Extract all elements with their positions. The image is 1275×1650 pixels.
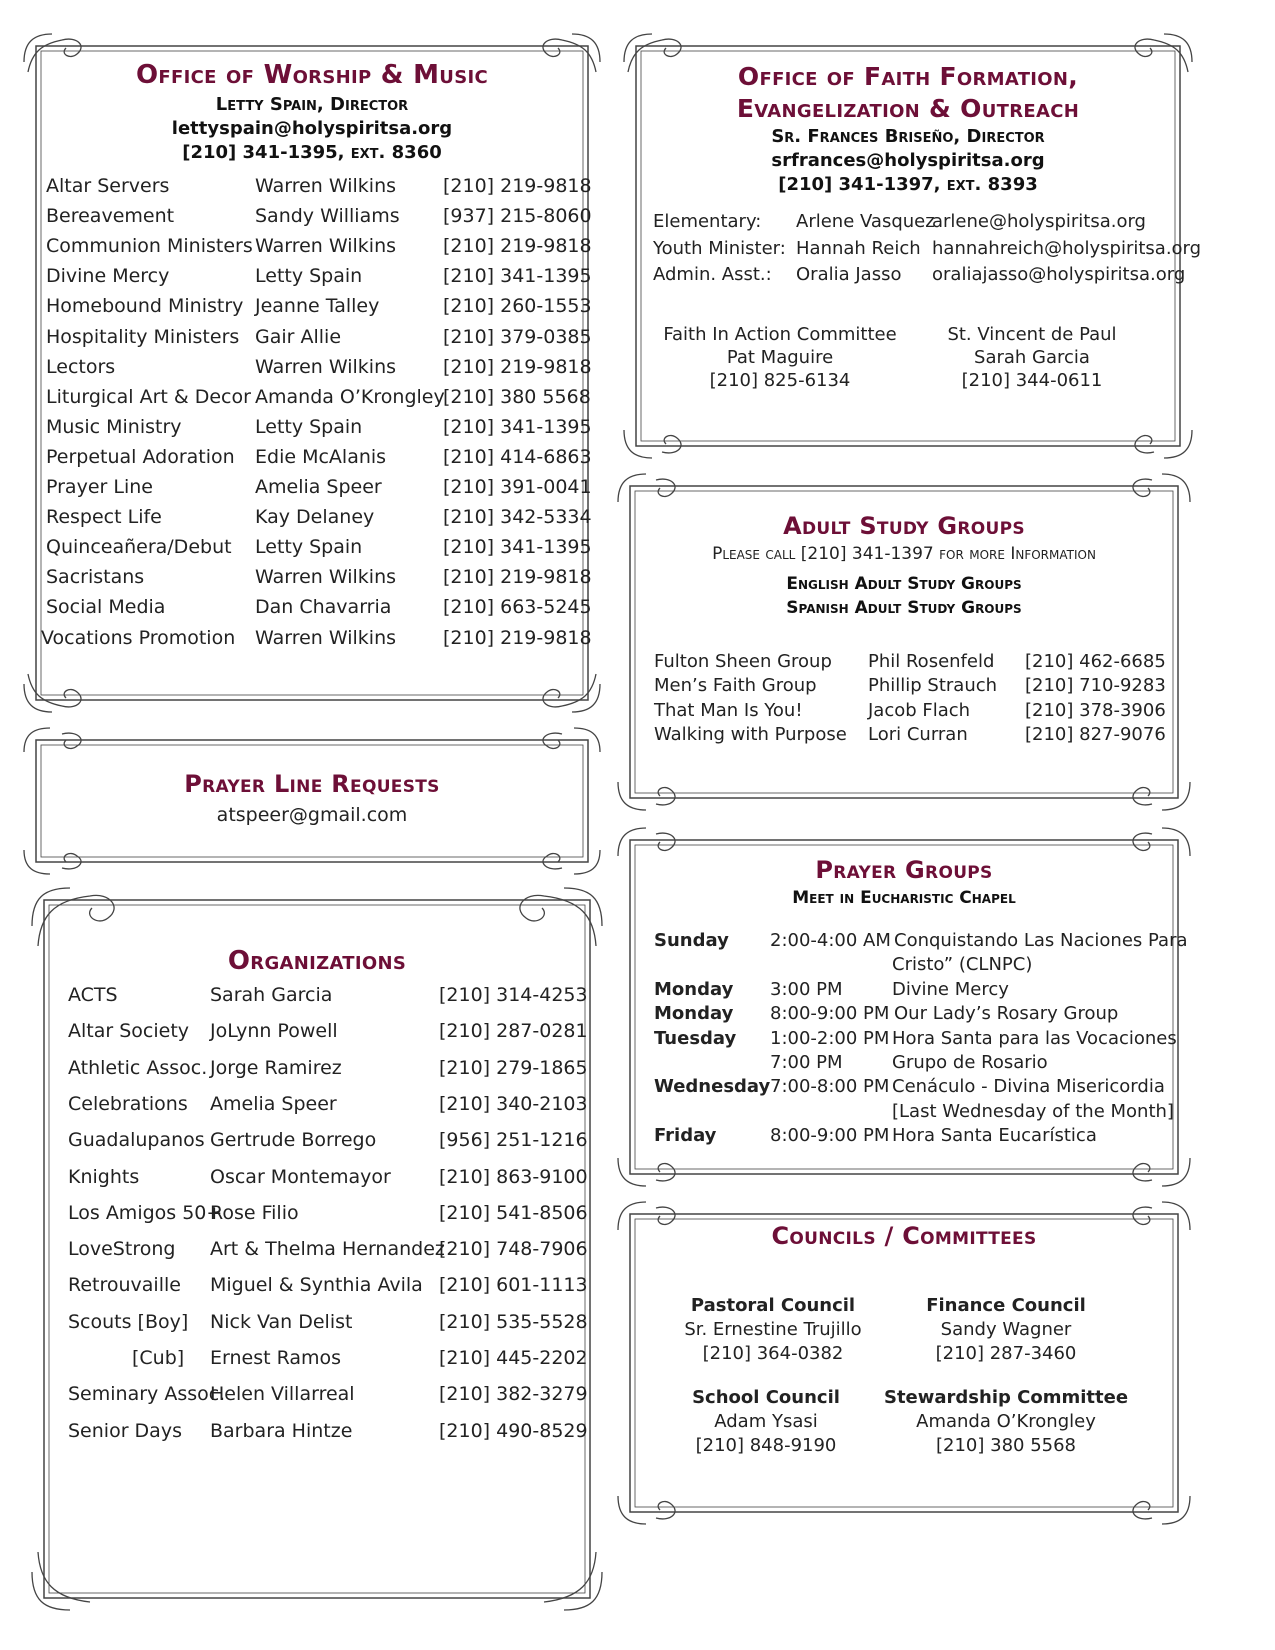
contact-phone: [210] 541-8506 xyxy=(439,1201,588,1224)
contact-name: Jorge Ramirez xyxy=(210,1056,342,1079)
contact-group: Faith In Action Committee xyxy=(663,324,897,345)
contact-phone: [210] 379-0385 xyxy=(443,325,592,348)
contact-phone: [210] 341-1395 xyxy=(443,265,592,288)
contact-name: Lori Curran xyxy=(868,723,968,745)
contact-name: Warren Wilkins xyxy=(255,175,397,197)
ministry-name: Lectors xyxy=(46,355,116,378)
contact-name: Warren Wilkins xyxy=(255,235,397,258)
faith-formation-panel xyxy=(622,32,1202,460)
contact-name: JoLynn Powell xyxy=(210,1020,338,1043)
adult-study-title: Adult Study Groups xyxy=(783,512,1025,540)
time: 8:00-9:00 PM xyxy=(770,1125,890,1147)
ministry-name: Sacristans xyxy=(46,566,145,589)
organization-name: LoveStrong xyxy=(68,1238,176,1261)
councils-panel xyxy=(616,1200,1192,1526)
faith-phone: [210] 341-1397, ext. 8393 xyxy=(778,174,1038,195)
day: Tuesday xyxy=(654,1027,737,1049)
contact-phone: [210] 279-1865 xyxy=(439,1056,588,1079)
contact-phone: [210] 380 5568 xyxy=(443,385,591,408)
staff-email[interactable]: oraliajasso@holyspiritsa.org xyxy=(932,264,1186,285)
day: Friday xyxy=(654,1125,717,1147)
contact-name: Warren Wilkins xyxy=(255,566,397,589)
faith-title-line1: Office of Faith Formation, xyxy=(737,62,1079,91)
prayer-line-panel xyxy=(22,726,602,876)
organization-name: ACTS xyxy=(68,984,118,1006)
group-name: Hora Santa para las Vocaciones xyxy=(892,1027,1177,1049)
council-contact-name: Amanda O’Krongley xyxy=(916,1411,1096,1432)
contact-phone: [210] 219-9818 xyxy=(443,566,592,589)
staff-name: Oralia Jasso xyxy=(796,264,902,285)
council-contact-phone: [210] 380 5568 xyxy=(935,1435,1077,1456)
ministry-name: Social Media xyxy=(46,596,166,619)
organizations-title: Organizations xyxy=(227,946,407,976)
staff-role: Admin. Asst.: xyxy=(653,264,772,285)
organization-name: Seminary Assoc. xyxy=(68,1383,226,1406)
ministry-name: Vocations Promotion xyxy=(41,626,236,649)
contact-name: Art & Thelma Hernandez xyxy=(210,1238,445,1261)
group-name: Cenáculo - Divina Misericordia xyxy=(892,1076,1165,1098)
contact-phone: [210] 344-0611 xyxy=(961,370,1103,391)
contact-name: Letty Spain xyxy=(255,415,363,438)
contact-phone: [210] 490-8529 xyxy=(439,1419,588,1442)
organization-name: Los Amigos 50+ xyxy=(68,1201,223,1224)
contact-phone: [937] 215-8060 xyxy=(443,205,592,228)
contact-name: Kay Delaney xyxy=(255,506,375,529)
contact-name: Amelia Speer xyxy=(210,1092,337,1115)
time: 1:00-2:00 PM xyxy=(770,1027,890,1049)
ministry-name: Prayer Line xyxy=(46,476,153,498)
staff-email[interactable]: hannahreich@holyspiritsa.org xyxy=(932,237,1202,259)
contact-name: Gair Allie xyxy=(255,325,342,348)
adult-study-panel xyxy=(616,472,1192,812)
contact-phone: [210] 219-9818 xyxy=(443,626,592,649)
contact-name: Dan Chavarria xyxy=(255,596,392,619)
staff-name: Hannah Reich xyxy=(796,237,921,259)
council-contact-name: Sr. Ernestine Trujillo xyxy=(684,1319,862,1340)
group-name: Men’s Faith Group xyxy=(654,675,817,697)
contact-name: Letty Spain xyxy=(255,265,363,288)
contact-phone: [210] 391-0041 xyxy=(443,476,592,498)
council-title: School Council xyxy=(692,1387,840,1408)
contact-name: Oscar Montemayor xyxy=(210,1165,391,1188)
organization-name: Altar Society xyxy=(68,1020,190,1043)
contact-name: Gertrude Borrego xyxy=(210,1129,377,1152)
contact-group: St. Vincent de Paul xyxy=(947,324,1117,345)
contact-phone: [210] 445-2202 xyxy=(439,1347,588,1369)
organization-name: Celebrations xyxy=(68,1092,188,1115)
ministry-name: Quinceañera/Debut xyxy=(46,536,232,559)
council-contact-phone: [210] 287-3460 xyxy=(935,1343,1077,1364)
contact-phone: [210] 462-6685 xyxy=(1025,651,1166,672)
ornamental-frame xyxy=(22,726,602,876)
ministry-name: Hospitality Ministers xyxy=(46,325,240,348)
contact-name: Jeanne Talley xyxy=(255,295,380,318)
council-title: Finance Council xyxy=(926,1295,1086,1316)
adult-study-info: Please call [210] 341-1397 for more Information xyxy=(712,544,1096,564)
worship-phone: [210] 341-1395, ext. 8360 xyxy=(182,142,442,163)
day: Monday xyxy=(654,978,734,1000)
organization-name: [Cub] xyxy=(132,1347,185,1369)
organization-name: Scouts [Boy] xyxy=(68,1310,189,1333)
contact-phone: [210] 219-9818 xyxy=(443,175,592,197)
contact-name: Amelia Speer xyxy=(255,476,382,498)
council-contact-name: Adam Ysasi xyxy=(714,1411,818,1432)
organization-name: Athletic Assoc. xyxy=(68,1056,208,1079)
prayer-groups-panel xyxy=(616,826,1192,1188)
ministry-name: Music Ministry xyxy=(46,415,182,438)
contact-phone: [210] 260-1553 xyxy=(443,295,592,318)
contact-phone: [210] 663-5245 xyxy=(443,596,592,619)
contact-phone: [210] 414-6863 xyxy=(443,445,592,468)
faith-email[interactable]: srfrances@holyspiritsa.org xyxy=(771,150,1045,171)
ministry-name: Liturgical Art & Decor xyxy=(46,385,251,408)
contact-name: Sandy Williams xyxy=(255,205,400,228)
contact-name: Pat Maguire xyxy=(726,347,834,368)
group-name: Conquistando Las Naciones Para xyxy=(894,930,1188,951)
contact-phone: [210] 535-5528 xyxy=(439,1310,588,1333)
contact-phone: [210] 314-4253 xyxy=(439,984,588,1006)
ministry-name: Altar Servers xyxy=(46,175,170,197)
contact-phone: [210] 378-3906 xyxy=(1025,699,1166,721)
day: Sunday xyxy=(654,930,729,951)
contact-name: Nick Van Delist xyxy=(210,1310,353,1333)
contact-phone: [210] 748-7906 xyxy=(439,1238,588,1261)
council-title: Stewardship Committee xyxy=(883,1387,1129,1408)
contact-name: Helen Villarreal xyxy=(210,1383,355,1406)
contact-name: Warren Wilkins xyxy=(255,355,397,378)
contact-name: Ernest Ramos xyxy=(210,1347,342,1369)
contact-phone: [210] 219-9818 xyxy=(443,235,592,258)
adult-study-english: English Adult Study Groups xyxy=(786,574,1022,594)
group-name: Walking with Purpose xyxy=(654,723,847,745)
contact-name: Phillip Strauch xyxy=(868,675,998,697)
day: Wednesday xyxy=(654,1076,771,1098)
contact-phone: [956] 251-1216 xyxy=(439,1129,588,1152)
organizations-panel xyxy=(30,886,604,1612)
contact-phone: [210] 219-9818 xyxy=(443,355,592,378)
prayer-groups-subtitle: Meet in Eucharistic Chapel xyxy=(792,888,1016,908)
contact-name: Rose Filio xyxy=(210,1201,299,1224)
worship-title: Office of Worship & Music xyxy=(136,60,488,90)
staff-role: Elementary: xyxy=(653,211,762,232)
time: 7:00-8:00 PM xyxy=(770,1076,890,1098)
contact-name: Edie McAlanis xyxy=(255,445,387,468)
ministry-name: Divine Mercy xyxy=(46,265,170,288)
council-contact-name: Sandy Wagner xyxy=(940,1319,1072,1340)
contact-phone: [210] 342-5334 xyxy=(443,506,592,529)
council-title: Pastoral Council xyxy=(690,1295,856,1316)
organization-name: Retrouvaille xyxy=(68,1274,181,1297)
contact-name: Letty Spain xyxy=(255,536,363,559)
ministry-name: Respect Life xyxy=(46,506,162,529)
contact-name: Jacob Flach xyxy=(868,699,971,721)
group-name: Grupo de Rosario xyxy=(892,1052,1048,1073)
ministry-name: Bereavement xyxy=(46,205,175,228)
contact-phone: [210] 341-1395 xyxy=(443,536,592,559)
group-name: Hora Santa Eucarística xyxy=(892,1125,1097,1147)
council-contact-phone: [210] 364-0382 xyxy=(702,1343,844,1364)
contact-name: Amanda O’Krongley xyxy=(255,385,445,408)
councils-title: Councils / Committees xyxy=(771,1222,1037,1250)
contact-phone: [210] 340-2103 xyxy=(439,1092,588,1115)
group-name: Our Lady’s Rosary Group xyxy=(894,1003,1119,1025)
worship-panel xyxy=(22,32,602,714)
faith-director: Sr. Frances Briseño, Director xyxy=(771,126,1045,147)
contact-phone: [210] 710-9283 xyxy=(1025,675,1166,697)
group-name: Fulton Sheen Group xyxy=(654,651,832,672)
contact-phone: [210] 341-1395 xyxy=(443,415,592,438)
ministry-name: Homebound Ministry xyxy=(46,295,244,318)
time: 3:00 PM xyxy=(770,978,843,1000)
staff-role: Youth Minister: xyxy=(653,237,786,259)
ministry-name: Communion Ministers xyxy=(46,235,253,258)
contact-phone: [210] 863-9100 xyxy=(439,1165,588,1188)
contact-phone: [210] 287-0281 xyxy=(439,1020,588,1043)
group-name: That Man Is You! xyxy=(654,699,803,721)
organization-name: Senior Days xyxy=(68,1419,182,1442)
time: 2:00-4:00 AM xyxy=(770,930,891,951)
contact-phone: [210] 601-1113 xyxy=(439,1274,588,1297)
organization-name: Guadalupanos xyxy=(68,1129,205,1152)
day: Monday xyxy=(654,1003,734,1025)
faith-title-line2: Evangelization & Outreach xyxy=(736,94,1080,123)
time: 8:00-9:00 PM xyxy=(770,1003,890,1025)
time: 7:00 PM xyxy=(770,1052,843,1073)
prayer-line-email[interactable]: atspeer@gmail.com xyxy=(216,804,408,826)
council-contact-phone: [210] 848-9190 xyxy=(695,1435,837,1456)
ministry-name: Perpetual Adoration xyxy=(46,445,235,468)
staff-name: Arlene Vasquez xyxy=(796,211,935,232)
contact-name: Phil Rosenfeld xyxy=(868,651,995,672)
group-name: [Last Wednesday of the Month] xyxy=(892,1100,1174,1122)
worship-email[interactable]: lettyspain@holyspiritsa.org xyxy=(171,118,453,139)
contact-name: Miguel & Synthia Avila xyxy=(210,1274,423,1297)
contact-phone: [210] 825-6134 xyxy=(709,370,851,391)
contact-name: Sarah Garcia xyxy=(974,347,1090,368)
staff-email[interactable]: arlene@holyspiritsa.org xyxy=(932,211,1146,232)
prayer-line-title: Prayer Line Requests xyxy=(184,770,440,798)
group-name: Cristo” (CLNPC) xyxy=(892,954,1033,976)
contact-phone: [210] 827-9076 xyxy=(1025,723,1166,745)
adult-study-spanish: Spanish Adult Study Groups xyxy=(786,598,1022,618)
contact-name: Warren Wilkins xyxy=(255,626,397,649)
group-name: Divine Mercy xyxy=(892,978,1009,1000)
worship-director: Letty Spain, Director xyxy=(215,94,409,115)
organization-name: Knights xyxy=(68,1165,140,1188)
prayer-groups-title: Prayer Groups xyxy=(815,856,993,884)
contact-name: Barbara Hintze xyxy=(210,1419,353,1442)
contact-phone: [210] 382-3279 xyxy=(439,1383,588,1406)
contact-name: Sarah Garcia xyxy=(210,984,333,1006)
